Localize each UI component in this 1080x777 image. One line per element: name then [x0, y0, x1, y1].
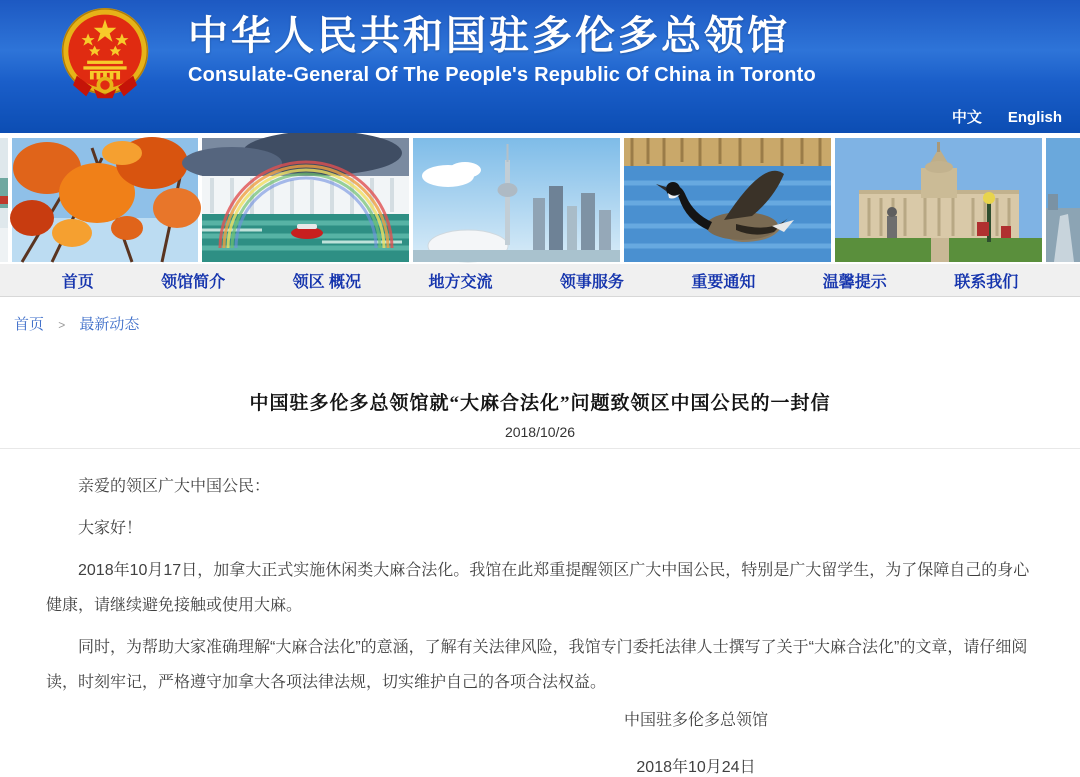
site-title-english: Consulate-General Of The People's Republic Of China in Toronto [188, 64, 816, 86]
article-date: 2018/10/26 [504, 424, 576, 440]
paragraph-greeting: 大家好！ [78, 520, 143, 537]
nav-item-district-overview[interactable]: 领区 概况 [292, 273, 362, 291]
niagara-falls-rainbow-photo [202, 138, 409, 262]
site-header [0, 0, 1080, 133]
article-header [0, 388, 1080, 440]
autumn-foliage-photo [12, 138, 198, 262]
language-link-english[interactable]: English [1007, 109, 1062, 126]
signature-name: 中国驻多伦多总领馆 [623, 712, 768, 729]
nav-item-contact-us[interactable]: 联系我们 [954, 273, 1019, 291]
legislative-building-photo [835, 138, 1042, 262]
nav-item-local-exchange[interactable]: 地方交流 [428, 273, 493, 291]
canada-goose-photo [624, 138, 831, 262]
language-switcher [952, 106, 1062, 127]
site-title-chinese: 中华人民共和国驻多伦多总领馆 [188, 14, 790, 58]
toronto-cn-tower-skyline-photo [413, 138, 620, 262]
main-nav [0, 264, 1080, 297]
photo-banner [0, 133, 1080, 264]
breadcrumb-home[interactable]: 首页 [14, 316, 45, 333]
edge-photo-right [1046, 138, 1080, 262]
language-link-chinese[interactable]: 中文 [951, 109, 982, 126]
nav-item-consular-services[interactable]: 领事服务 [559, 273, 624, 291]
nav-item-consulate-intro[interactable]: 领馆简介 [161, 273, 226, 291]
nav-item-home[interactable]: 首页 [61, 273, 94, 291]
nav-item-friendly-reminders[interactable]: 温馨提示 [822, 273, 887, 291]
paragraph-legal-advice: 同时，为帮助大家准确理解“大麻合法化”的意涵，了解有关法律风险，我馆专门委托法律人士撰写了关于“大麻合法化”的文章，请仔细阅读，时刻牢记，严格遵守加拿大各项法律法规，切实维护自己的各项合法权益。 [46, 639, 1028, 691]
paragraph-salutation: 亲爱的领区广大中国公民： [78, 478, 271, 495]
article-signature-block [312, 707, 1080, 777]
breadcrumb [0, 297, 1080, 332]
china-national-emblem-logo [58, 7, 152, 103]
breadcrumb-current[interactable]: 最新动态 [79, 316, 140, 333]
breadcrumb-separator: > [58, 318, 66, 332]
paragraph-legalization-notice: 2018年10月17日，加拿大正式实施休闲类大麻合法化。我馆在此郑重提醒领区广大中国公民，特别是广大留学生，为了保障自己的身心健康，请继续避免接触或使用大麻。 [46, 562, 1030, 614]
article-title: 中国驻多伦多总领馆就“大麻合法化”问题致领区中国公民的一封信 [249, 393, 831, 414]
nav-item-important-notices[interactable]: 重要通知 [691, 273, 756, 291]
edge-photo-left [0, 138, 8, 262]
article-body [0, 449, 1080, 700]
signature-date: 2018年10月24日 [636, 759, 756, 776]
header-titles [188, 13, 816, 87]
